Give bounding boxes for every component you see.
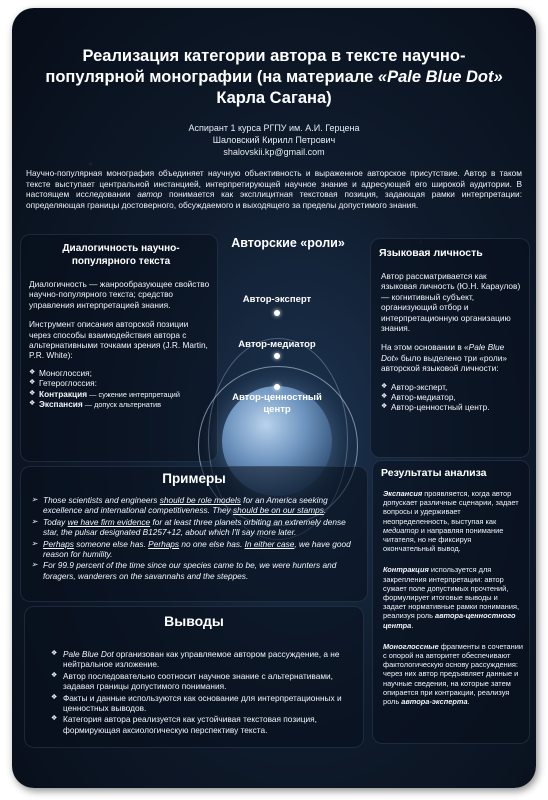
example-3: ➢ Perhaps someone else has. Perhaps no one else has. In either case, we have good reason for humility. [31,539,361,560]
results-body [383,489,523,706]
poster-title [32,46,516,109]
example-2: ➢ Today we have firm evidence for at least three planets orbiting an extremely dense star, the pulsar designated B1257+12, about which I'll say more later. [31,517,361,538]
conclusion-3: ❖ Факты и данные используются как основание для интерпретационных и ценностных выводов. [51,693,353,714]
title-line-2: популярной монографии (на материале [45,68,378,86]
orbit-dot-expert [274,310,280,316]
results-title: Результаты анализа [381,467,487,479]
dialog-title: Диалогичность научно-популярного текста [62,243,180,267]
examples-list [31,495,361,582]
lang-list [381,382,523,413]
lang-item-mediator: ❖ Автор-медиатор, [381,392,523,402]
lang-title: Языковая личность [379,247,483,259]
results-panel [372,460,530,744]
dialog-p1: Диалогичность — жанрообразующее свойство научно-популярного текста; средство управления интерпретацией знания. [29,279,210,310]
conclusions-list [51,649,353,736]
dialog-item-expansion: ❖ Экспансия — допуск альтернатив [29,399,211,409]
conclusion-4: ❖ Категория автора реализуется как устойчивая текстовая позиция, формирующая аксиологическую перспективу текста. [51,714,353,735]
lang-p1: Автор рассматривается как языковая личность (Ю.Н. Караулов) — когнитивный субъект, организующий отбор и интерпретационную организацию знания. [381,271,521,334]
lang-panel [370,238,530,458]
examples-title: Примеры [162,471,226,486]
role-expert: Автор-эксперт [242,294,312,305]
author-name: Шаловский Кирилл Петрович [212,135,336,145]
dialog-body [29,279,211,409]
author-affiliation: Аспирант 1 курса РГПУ им. А.И. Герцена [188,123,360,133]
conclusion-2: ❖ Автор последовательно соотносит научное знание с альтернативами, задавая границы допустимого понимания. [51,671,353,692]
conclusions-title: Выводы [164,613,224,629]
lang-item-value: ❖ Автор-ценностный центр. [381,402,523,412]
role-mediator: Автор-медиатор [238,339,316,350]
dialog-p2: Инструмент описания авторской позиции через способы взаимодействия автора с альтернативными точками зрения (J.R. Martin, P.R. White): [29,319,208,361]
example-1: ➢ Those scientists and engineers should be role models for an America seeking excellence and international competitiveness. They should be on our stamps. [31,495,361,516]
author-block [12,122,536,158]
dialog-panel [20,234,218,462]
orbit-dot-value [274,384,280,390]
title-line-1: Реализация категории автора в тексте научно- [82,47,466,65]
conclusion-1: ❖ Pale Blue Dot организован как управляемое автором рассуждение, а не нейтральное изложение. [51,649,353,670]
author-email: shalovskii.kp@gmail.com [223,147,325,157]
examples-panel [20,466,368,602]
lang-p2: На этом основании в «Pale Blue Dot» было выделено три «роли» авторской языковой личности: [381,342,508,374]
role-value-center: Автор-ценностный центр [232,392,322,415]
roles-title: Авторские «роли» [231,236,345,250]
intro-text: Научно-популярная монография объединяет научную объективность и выраженное авторское присутствие. Автор в таком тексте выступает центральной инстанцией, интерпретирующей научное знание и адресующей его широкой аудитории. В настоящем исследовании автор понимается как эксплицитная текстовая позиция, задающая рамки интерпретации: определяющая границы достоверного, обсуждаемого и выходящего за пределы допустимого знания. [26,168,522,210]
dialog-item-monoglossia: ❖ Монoглоссия; [29,368,211,378]
conclusions-panel [24,606,364,748]
poster [12,8,536,788]
result-monoglossia: Моноглоссные фрагменты в сочетании с опорой на авторитет обеспечивают фактологическую основу рассуждения: через них автор предъявляет данные и научные сведения, на которые затем опирается при контракции, реализуя роль автора-эксперта. [383,641,523,707]
result-expansion: Экспансия проявляется, когда автор допускает различные сценарии, задает вопросы и удерживает неопределенность, выступая как медиатор и направляя понимание читателя, но не фиксируя окончательный вывод. [383,489,519,554]
lang-body [381,271,523,413]
lang-item-expert: ❖ Автор-эксперт, [381,382,523,392]
dialog-item-contraction: ❖ Контракция — сужение интерпретаций [29,389,211,399]
title-end: Карла Сагана) [216,89,332,107]
dialog-list [29,368,211,410]
example-4: ➢ For 99.9 percent of the time since our species came to be, we were hunters and foragers, wanderers on the savannahs and the steppes. [31,560,361,581]
title-book: «Pale Blue Dot» [377,68,503,86]
dialog-item-heteroglossia: ❖ Гетероглоссия: [29,378,211,388]
orbit-dot-mediator [274,353,280,359]
result-contraction: Контракция используется для закрепления интерпретации: автор сужает поле допустимых прочтений, формулирует итоговые выводы и задает нормативные рамки понимания, реализуя роль автора-ценностного центра. [383,565,520,630]
